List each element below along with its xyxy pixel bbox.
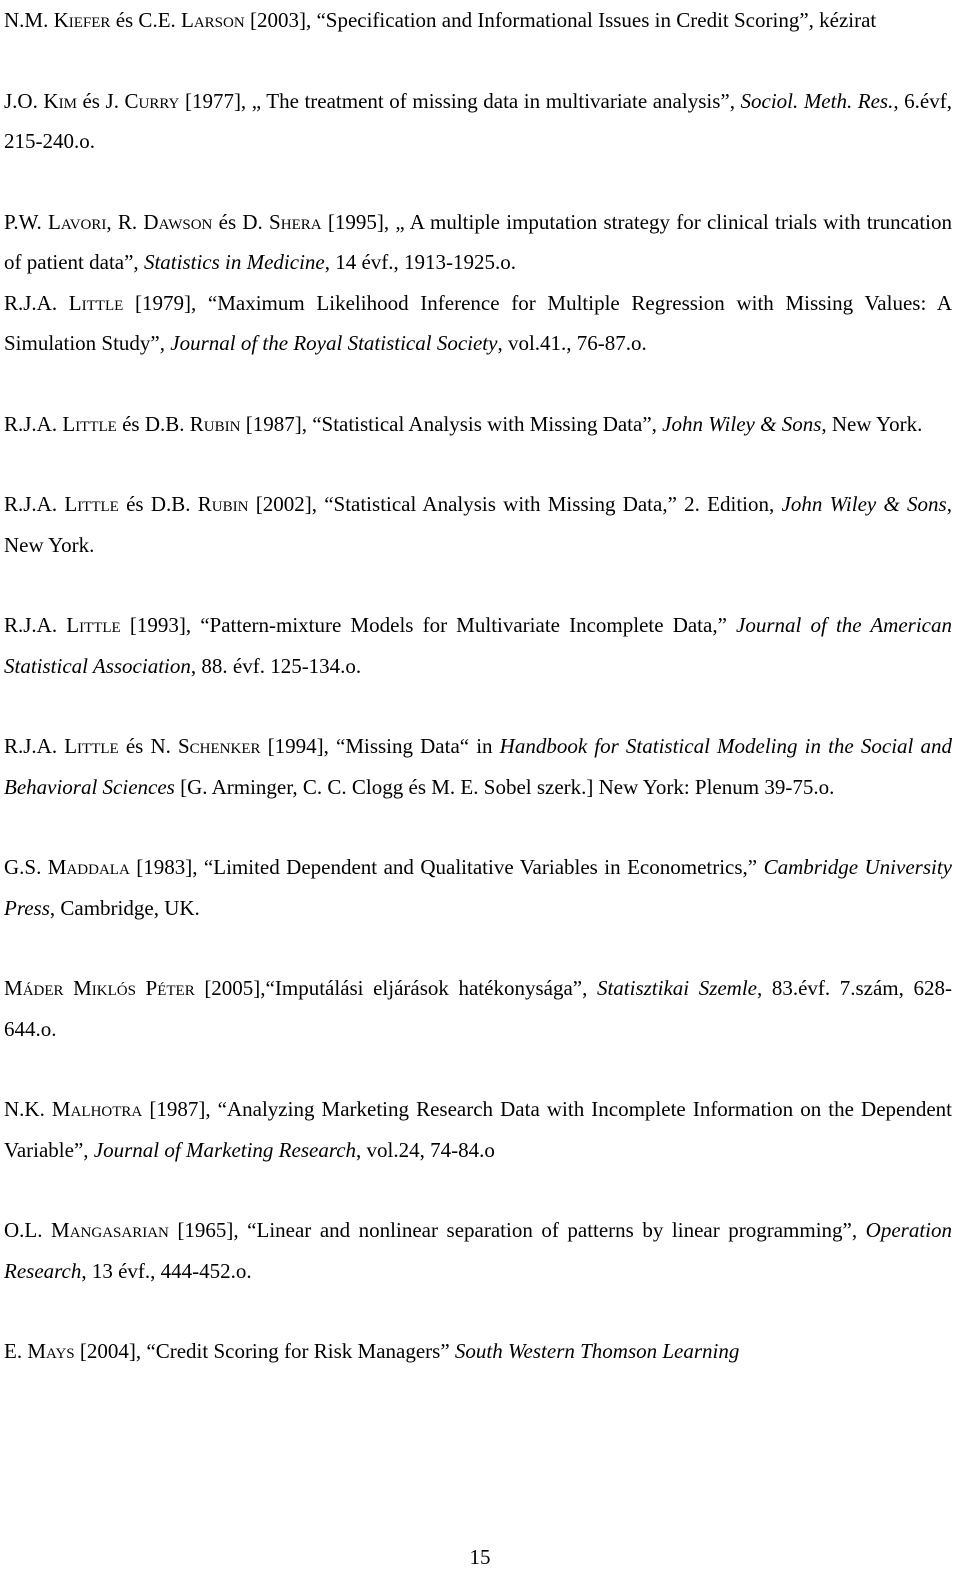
reference-text: , 6.évf, 215-240.o. [4, 88, 952, 153]
author-surname: arson [193, 8, 245, 32]
author-surname: ittle [75, 411, 117, 436]
reference-text: P [135, 976, 158, 1000]
reference-entry [4, 1331, 952, 1372]
reference-source-title: John Wiley & Sons [662, 411, 822, 436]
reference-text: [2004], “Credit Scoring for Risk Managers” [74, 1339, 455, 1363]
reference-text: és D. S [212, 209, 281, 234]
reference-text: [1979], “Maximum Likelihood Inference for Multiple Regression with Missing Values: A Simulation Study”, [4, 290, 952, 355]
reference-list [4, 0, 952, 1372]
reference-text: , R. D [106, 209, 159, 234]
author-surname: avori [60, 209, 107, 234]
author-surname: ittle [81, 290, 124, 315]
author-surname: éter [157, 976, 195, 1000]
reference-source-title: Statistics in Medicine [143, 250, 325, 274]
author-surname: ubin [211, 492, 249, 516]
author-surname: addala [66, 855, 130, 879]
reference-source-title: Journal of the American Statistical Association [4, 613, 952, 678]
reference-text: M [4, 976, 23, 1000]
author-surname: áder [22, 976, 64, 1000]
author-surname: ittle [79, 613, 121, 637]
reference-text: , Cambridge, UK. [49, 895, 200, 920]
reference-entry [4, 847, 952, 928]
reference-text: , 14 évf., 1913-1925.o. [324, 250, 517, 274]
reference-text: és C.E. L [110, 8, 194, 32]
reference-text: P.W. L [4, 209, 61, 234]
reference-entry [4, 202, 952, 283]
author-surname: ays [46, 1339, 75, 1363]
reference-text: E. M [4, 1339, 46, 1363]
reference-entry [4, 1210, 952, 1291]
page-number: 15 [469, 1545, 491, 1569]
reference-entry [4, 81, 952, 162]
reference-entry [4, 404, 952, 445]
reference-text: [2002], “Statistical Analysis with Missing Data,” 2. Edition, [248, 492, 782, 516]
reference-text: , 88. évf. 125-134.o. [190, 653, 362, 678]
reference-text: [2003], “Specification and Informational Issues in Credit Scoring”, kézirat [244, 8, 877, 32]
reference-entry [4, 1089, 952, 1170]
reference-text: , 83.évf. 7.szám, 628-644.o. [4, 976, 952, 1041]
reference-text: [1965], “Linear and nonlinear separation of patterns by linear programming”, [168, 1218, 866, 1242]
reference-text: és J. C [76, 88, 139, 113]
reference-text: N.K. M [4, 1097, 71, 1121]
reference-text: [1983], “Limited Dependent and Qualitative Variables in Econometrics,” [129, 855, 764, 879]
reference-text: R.J.A. L [4, 492, 78, 516]
reference-text: [1977], „ The treatment of missing data in multivariate analysis”, [179, 88, 741, 113]
reference-text: N.M. K [4, 8, 69, 32]
author-surname: alhotra [70, 1097, 143, 1121]
author-surname: urry [138, 88, 180, 113]
reference-text: R.J.A. L [4, 411, 76, 436]
reference-entry [4, 968, 952, 1049]
author-surname: chenker [189, 734, 261, 758]
reference-entry [4, 484, 952, 565]
reference-text: , vol.41., 76-87.o. [497, 331, 647, 355]
reference-text: G.S. M [4, 855, 67, 879]
reference-text: [1987], “Statistical Analysis with Missing Data”, [240, 411, 663, 436]
author-surname: iklós [91, 976, 136, 1000]
reference-source-title: Cambridge University Press [4, 855, 952, 920]
reference-text: R.J.A. L [4, 290, 82, 315]
author-surname: ubin [203, 411, 241, 436]
reference-text: , New York. [821, 411, 923, 436]
reference-text: és D.B. R [116, 411, 204, 436]
author-surname: ittle [77, 734, 119, 758]
reference-text: [1994], “Missing Data“ in [260, 734, 500, 758]
reference-text: M [63, 976, 92, 1000]
reference-source-title: Statisztikai Szemle [596, 976, 758, 1000]
reference-source-title: Journal of Marketing Research [93, 1137, 357, 1162]
reference-text: R.J.A. L [4, 613, 80, 637]
reference-text: J.O. K [4, 88, 59, 113]
reference-entry [4, 605, 952, 686]
reference-text: , vol.24, 74-84.o [356, 1137, 495, 1162]
reference-text: és D.B. R [118, 492, 212, 516]
reference-text: R.J.A. L [4, 734, 78, 758]
reference-source-title: South Western Thomson Learning [454, 1339, 740, 1363]
reference-entry [4, 0, 952, 41]
reference-text: [2005],“Imputálási eljárások hatékonysága”, [194, 976, 597, 1000]
reference-source-title: Operation Research [4, 1218, 952, 1283]
reference-text: és N. S [118, 734, 190, 758]
author-surname: hera [280, 209, 322, 234]
reference-entry [4, 726, 952, 807]
reference-text: [1995], „ A multiple imputation strategy for clinical trials with truncation of patient data”, [4, 209, 952, 274]
reference-source-title: Journal of the Royal Statistical Society [170, 331, 498, 355]
reference-source-title: Handbook for Statistical Modeling in the Social and Behavioral Sciences [4, 734, 952, 799]
author-surname: awson [158, 209, 213, 234]
author-surname: im [58, 88, 77, 113]
reference-text: [1987], “Analyzing Marketing Research Data with Incomplete Information on the Dependent Variable”, [4, 1097, 952, 1162]
reference-source-title: Sociol. Meth. Res. [740, 88, 894, 113]
reference-text: [1993], “Pattern-mixture Models for Multivariate Incomplete Data,” [120, 613, 737, 637]
reference-source-title: John Wiley & Sons [781, 492, 947, 516]
reference-text: , New York. [4, 492, 952, 557]
author-surname: iefer [68, 8, 111, 32]
reference-text: O.L. M [4, 1218, 70, 1242]
reference-text: [G. Arminger, C. C. Clogg és M. E. Sobel szerk.] New York: Plenum 39-75.o. [174, 774, 835, 799]
reference-text: , 13 évf., 444-452.o. [81, 1258, 252, 1283]
author-surname: angasarian [69, 1218, 169, 1242]
author-surname: ittle [77, 492, 119, 516]
reference-entry [4, 283, 952, 364]
